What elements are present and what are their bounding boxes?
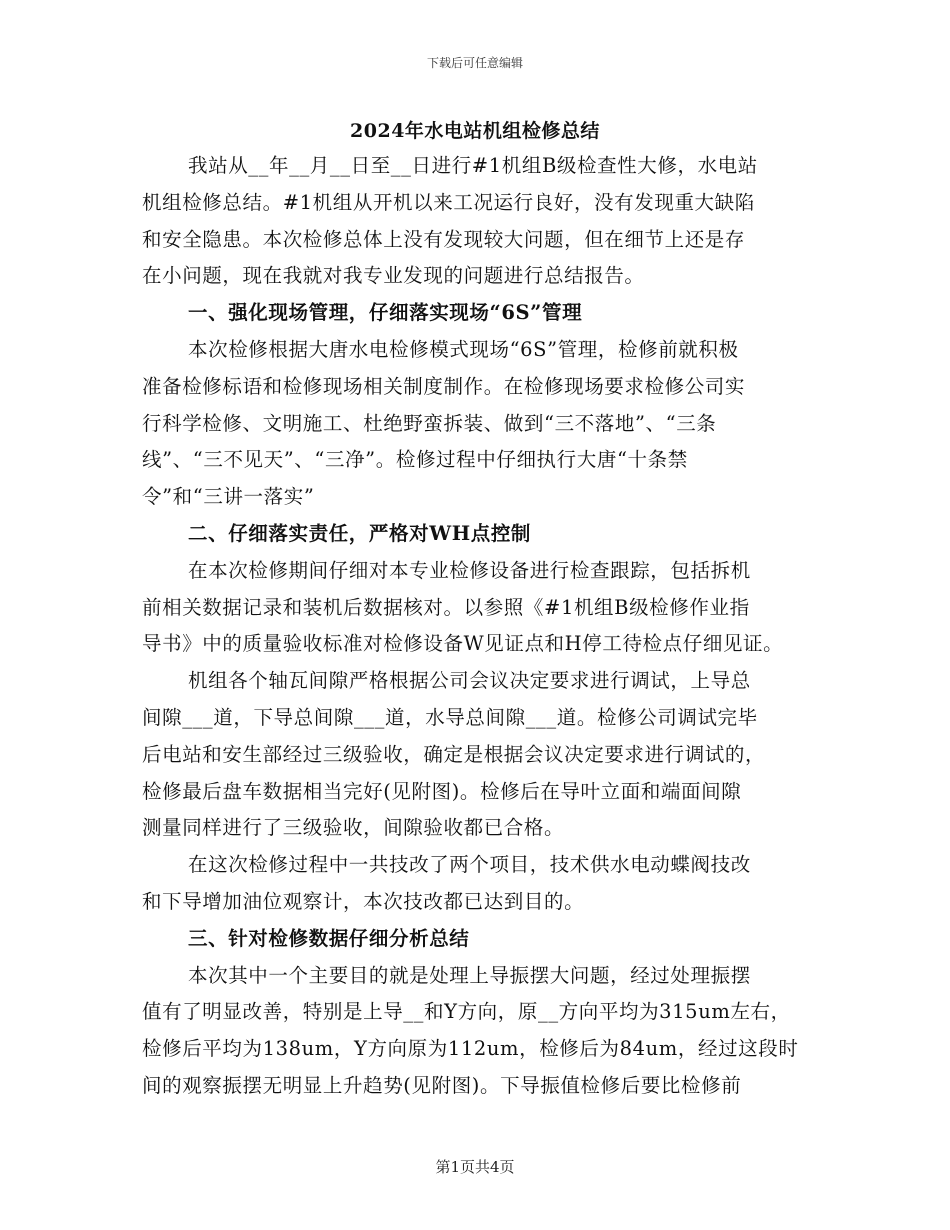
body-text-line: 在本次检修期间仔细对本专业检修设备进行检查跟踪，包括拆机	[188, 558, 751, 582]
body-text-line: 机组检修总结。#1机组从开机以来工况运行良好，没有发现重大缺陷	[142, 190, 755, 214]
body-text-line: 本次检修根据大唐水电检修模式现场“6S”管理，检修前就积极	[188, 337, 739, 361]
body-text-line: 间隙___道，下导总间隙___道，水导总间隙___道。检修公司调试完毕	[142, 705, 758, 729]
body-text-line: 后电站和安生部经过三级验收，确定是根据会议决定要求进行调试的，	[142, 742, 766, 766]
section-heading: 三、针对检修数据仔细分析总结	[188, 926, 470, 950]
section-heading: 二、仔细落实责任，严格对WH点控制	[188, 521, 532, 545]
body-text-line: 机组各个轴瓦间隙严格根据公司会议决定要求进行调试，上导总	[188, 669, 751, 693]
body-text-line: 本次其中一个主要目的就是处理上导振摆大问题，经过处理振摆	[188, 963, 751, 987]
body-text-line: 和安全隐患。本次检修总体上没有发现较大问题，但在细节上还是存	[142, 227, 746, 251]
body-text-line: 导书》中的质量验收标准对检修设备W见证点和H停工待检点仔细见证。	[142, 632, 784, 656]
section-heading: 一、强化现场管理，仔细落实现场“6S”管理	[188, 301, 583, 325]
body-text-line: 准备检修标语和检修现场相关制度制作。在检修现场要求检修公司实	[142, 374, 746, 398]
body-text-line: 值有了明显改善，特别是上导__和Y方向，原__方向平均为315um左右，	[142, 1000, 791, 1024]
document-body	[142, 148, 822, 1105]
body-text-line: 线”、“三不见天”、“三净”。检修过程中仔细执行大唐“十条禁	[142, 448, 688, 472]
body-text-line: 测量同样进行了三级验收，间隙验收都已合格。	[142, 816, 565, 840]
body-text-line: 令”和“三讲一落实”	[142, 485, 315, 509]
body-text-line: 检修后平均为138um，Y方向原为112um，检修后为84um，经过这段时	[142, 1037, 799, 1061]
page-footer: 第1页共4页	[435, 1158, 515, 1176]
body-text-line: 间的观察振摆无明显上升趋势(见附图)。下导振值检修后要比检修前	[142, 1073, 742, 1097]
body-text-line: 在小问题，现在我就对我专业发现的问题进行总结报告。	[142, 264, 645, 288]
document-title: 2024年水电站机组检修总结	[350, 120, 600, 142]
body-text-line: 和下导增加油位观察计，本次技改都已达到目的。	[142, 889, 585, 913]
body-text-line: 行科学检修、文明施工、杜绝野蛮拆装、做到“三不落地”、“三条	[142, 411, 717, 435]
body-text-line: 检修最后盘车数据相当完好(见附图)。检修后在导叶立面和端面间隙	[142, 779, 742, 803]
body-text-line: 我站从__年__月__日至__日进行#1机组B级检查性大修，水电站	[188, 154, 758, 177]
body-text-line: 前相关数据记录和装机后数据核对。以参照《#1机组B级检修作业指	[142, 595, 750, 619]
body-text-line: 在这次检修过程中一共技改了两个项目，技术供水电动蝶阀技改	[188, 853, 751, 877]
page-header-note: 下载后可任意编辑	[426, 56, 523, 70]
